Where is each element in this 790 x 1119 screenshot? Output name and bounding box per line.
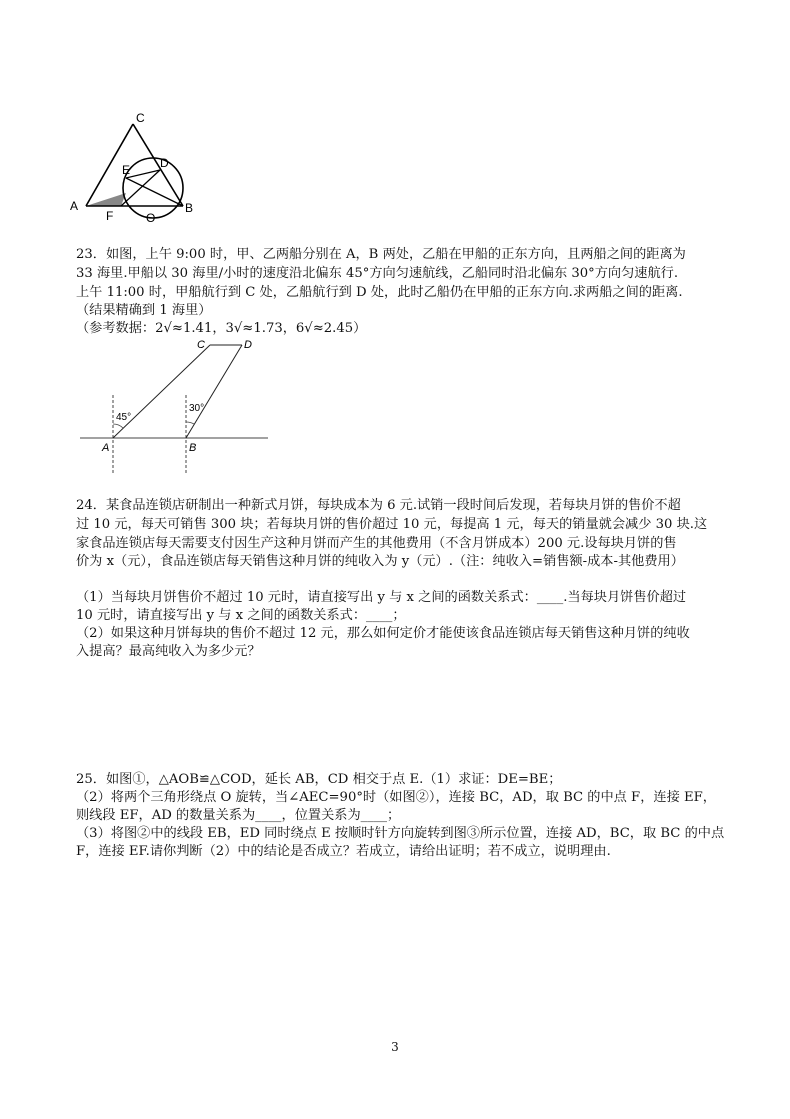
angle-arc-a xyxy=(113,424,123,428)
q24-line-2: 过 10 元，每天可销售 300 块；若每块月饼的售价超过 10 元，每提高 1 元，每天的销量就会减少 30 块.这 xyxy=(76,517,708,532)
q24-line-1: 24．某食品连锁店研制出一种新式月饼，每块成本为 6 元.试销一段时间后发现，若每块月饼的售价不超 xyxy=(76,498,681,513)
label-e: E xyxy=(122,163,131,177)
angle-label-a: 45° xyxy=(116,412,132,423)
q23-line-1: 23．如图，上午 9:00 时，甲、乙两船分别在 A，B 两处，乙船在甲船的正东方向，且两船之间的距离为 xyxy=(76,247,686,262)
q25-line-3: 则线段 EF，AD 的数量关系为____，位置关系为____； xyxy=(76,808,401,823)
q23-line-2: 33 海里.甲船以 30 海里/小时的速度沿北偏东 45°方向匀速航线，乙船同时沿北偏东 30°方向匀速航行. xyxy=(76,266,679,281)
label-d: D xyxy=(244,339,252,351)
angle-arc-b xyxy=(186,422,194,424)
label-c: C xyxy=(197,339,205,351)
label-a: A xyxy=(102,442,110,454)
q24-part2-line-1: （2）如果这种月饼每块的售价不超过 12 元，那么如何定价才能使该食品连锁店每天销售这种月饼的纯收 xyxy=(76,626,690,641)
q23-line-4: （结果精确到 1 海里） xyxy=(76,303,212,318)
label-f: F xyxy=(106,209,114,223)
q25-line-2: （2）将两个三角形绕点 O 旋转，当∠AEC=90°时（如图②），连接 BC，AD，取 BC 的中点 F，连接 EF， xyxy=(76,790,716,805)
q24-part1-line-1: （1）当每块月饼售价不超过 10 元时，请直接写出 y 与 x 之间的函数关系式：____.当每块月饼售价超过 xyxy=(76,590,687,605)
label-d: D xyxy=(160,156,169,170)
route-ac xyxy=(113,345,210,438)
label-o: O xyxy=(146,211,156,225)
q23-line-5: （参考数据：2√≈1.41，3√≈1.73，6√≈2.45） xyxy=(76,321,367,336)
circle-o xyxy=(123,158,183,218)
q24-part1-line-2: 10 元时，请直接写出 y 与 x 之间的函数关系式：____； xyxy=(76,608,406,623)
label-b: B xyxy=(189,442,197,454)
label-c: C xyxy=(136,111,145,125)
figure-23-ship-routes xyxy=(74,336,274,476)
route-bd xyxy=(186,345,242,438)
q25-line-1: 25．如图①，△AOB≌△COD，延长 AB，CD 相交于点 E.（1）求证：DE=BE； xyxy=(76,772,562,787)
q25-line-4: （3）将图②中的线段 EB，ED 同时绕点 E 按顺时针方向旋转到图③所示位置，连接 AD，BC，取 BC 的中点 xyxy=(76,826,725,841)
figure-22-triangle-circle xyxy=(60,108,210,233)
label-b: B xyxy=(185,201,194,215)
page-number: 3 xyxy=(391,1040,399,1054)
q24-part2-line-2: 入提高？最高纯收入为多少元？ xyxy=(76,644,261,659)
q24-line-3: 家食品连锁店每天需要支付因生产这种月饼而产生的其他费用（不含月饼成本）200 元.设每块月饼的售 xyxy=(76,536,677,551)
label-a: A xyxy=(70,199,79,213)
angle-label-b: 30° xyxy=(189,403,205,414)
q23-line-3: 上午 11:00 时，甲船航行到 C 处，乙船航行到 D 处，此时乙船仍在甲船的正东方向.求两船之间的距离. xyxy=(76,285,683,300)
q24-line-4: 价为 x（元），食品连锁店每天销售这种月饼的纯收入为 y（元）.（注：纯收入=销售额-成本-其他费用） xyxy=(76,554,684,569)
q25-line-5: F，连接 EF.请你判断（2）中的结论是否成立？若成立，请给出证明；若不成立，说明理由. xyxy=(76,844,611,859)
